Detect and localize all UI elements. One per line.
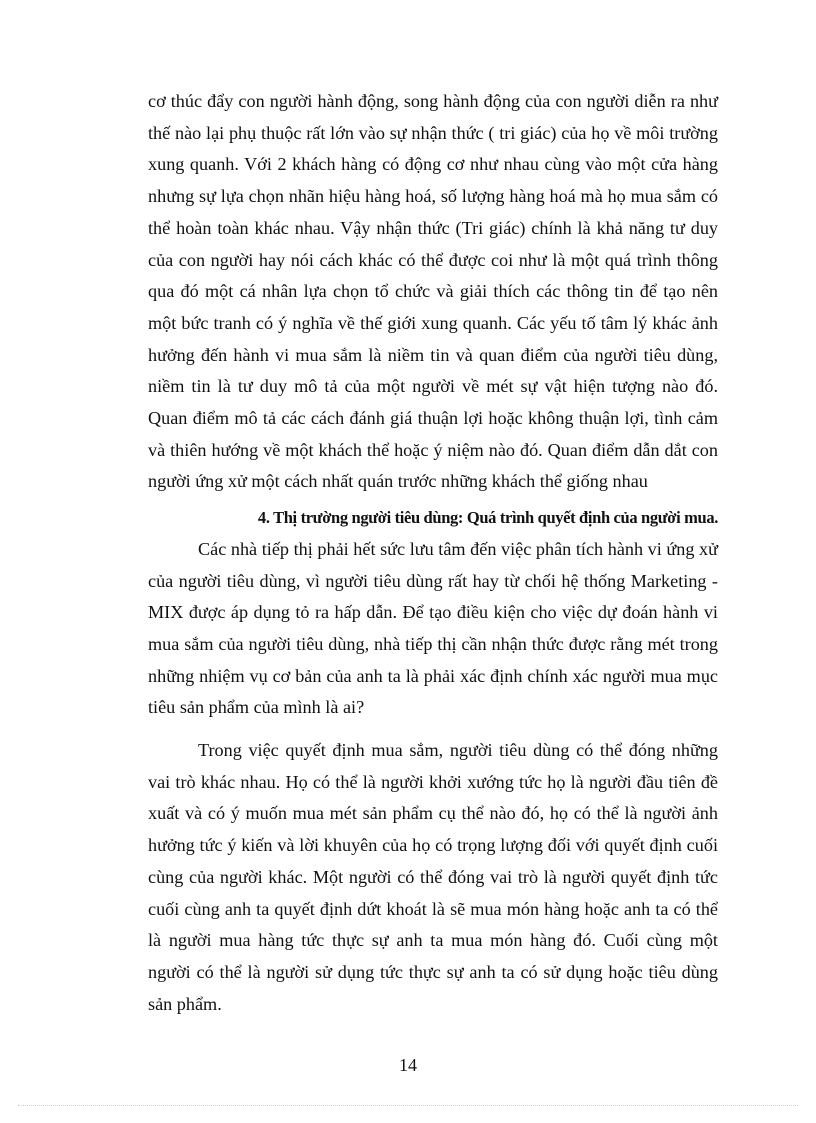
paragraph-marketers: Các nhà tiếp thị phải hết sức lưu tâm đến việc phân tích hành vi ứng xử của người tiêu dùng, vì người tiêu dùng rất hay từ chối hệ thống Marketing - MIX được áp dụng tỏ ra hấp dẫn. Để tạo điều kiện cho việc dự đoán hành vi mua sắm của người tiêu dùng, nhà tiếp thị cần nhận thức được rằng mét trong những nhiệm vụ cơ bản của anh ta là phải xác định chính xác người mua mục tiêu sản phẩm của mình là ai? [148,538,718,718]
section-heading: 4. Thị trường người tiêu dùng: Quá trình quyết định của người mua. [257,508,718,528]
footer-divider [18,1105,798,1106]
paragraph-perception: cơ thúc đẩy con người hành động, song hành động của con người diễn ra như thế nào lại phụ thuộc rất lớn vào sự nhận thức ( tri giác) của họ về môi trường xung quanh. Với 2 khách hàng có động cơ như nhau cùng vào một cửa hàng nhưng sự lựa chọn nhãn hiệu hàng hoá, số lượng hàng hoá mà họ mua sắm có thể hoàn toàn khác nhau. Vậy nhận thức (Tri giác) chính là khả năng tư duy của con người hay nói cách khác có thể được coi như là một quá trình thông qua đó một cá nhân lựa chọn tổ chức và giải thích các thông tin để tạo nên một bức tranh có ý nghĩa về thế giới xung quanh. Các yếu tố tâm lý khác ảnh hưởng đến hành vi mua sắm là niềm tin và quan điểm của người tiêu dùng, niềm tin là tư duy mô tả của một người về mét sự vật hiện tượng nào đó. Quan điểm mô tả các cách đánh giá thuận lợi hoặc không thuận lợi, tình cảm và thiên hướng về một khách thể hoặc ý niệm nào đó. Quan điểm dẫn dắt con người ứng xử một cách nhất quán trước những khách thể giống nhau [148,91,718,492]
page-body [148,86,718,1020]
paragraph-roles: Trong việc quyết định mua sắm, người tiêu dùng có thể đóng những vai trò khác nhau. Họ có thể là người khởi xướng tức họ là người đầu tiên đề xuất và có ý muốn mua mét sản phẩm cụ thể nào đó, họ có thể là người ảnh hưởng tức ý kiến và lời khuyên của họ có trọng lượng đối với quyết định cuối cùng của người khác. Một người có thể đóng vai trò là người quyết định tức cuối cùng anh ta quyết định dứt khoát là sẽ mua món hàng hoặc anh ta có thể là người mua hàng tức thực sự anh ta mua món hàng đó. Cuối cùng một người có thể là người sử dụng tức thực sự anh ta có sử dụng hoặc tiêu dùng sản phẩm. [148,740,718,1014]
paragraph-spacer [148,724,718,735]
page-number: 14 [399,1055,417,1075]
